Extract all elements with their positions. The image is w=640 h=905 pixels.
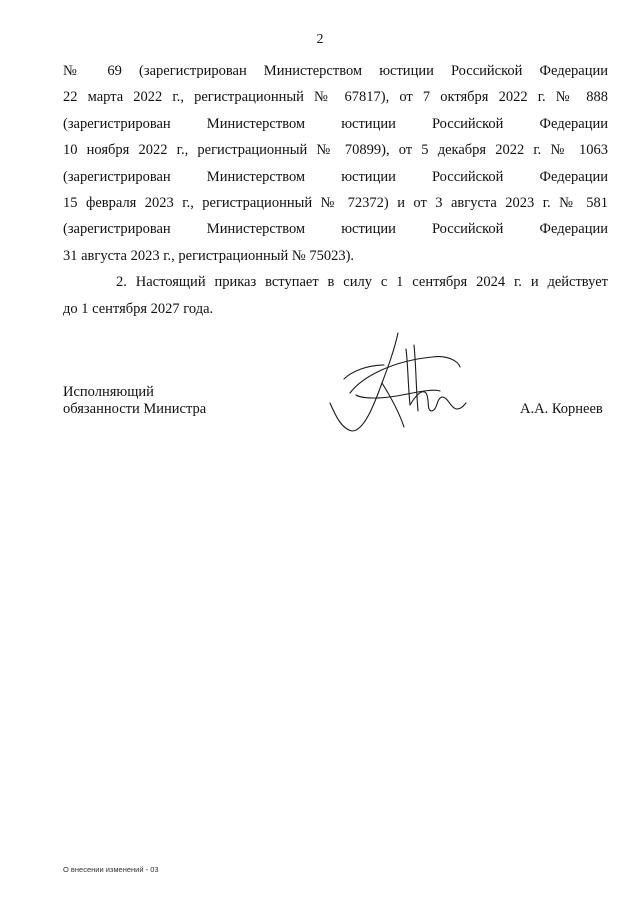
signatory-title [63,384,206,418]
signatory-title-line2: обязанности Министра [63,401,207,417]
body-line: до 1 сентября 2027 года. [63,300,214,317]
document-body [63,58,608,322]
body-line: № 69 (зарегистрирован Министерством юстиции Российской Федерации [63,63,608,79]
body-line: (зарегистрирован Министерством юстиции Российской Федерации [63,115,608,132]
page-number: 2 [316,32,324,47]
body-line: (зарегистрирован Министерством юстиции Российской Федерации [63,168,608,185]
body-line: 22 марта 2022 г., регистрационный № 67817), от 7 октября 2022 г. № 888 [63,89,608,106]
body-line: 10 ноября 2022 г., регистрационный № 70899), от 5 декабря 2022 г. № 1063 [63,142,608,159]
body-line: 15 февраля 2023 г., регистрационный № 72372) и от 3 августа 2023 г. № 581 [63,194,608,211]
handwritten-signature [322,325,472,435]
signatory-title-line1: Исполняющий [63,384,154,400]
body-line: 2. Настоящий приказ вступает в силу с 1 сентября 2024 г. и действует [116,274,608,291]
signatory-name: А.А. Корнеев [520,401,603,417]
body-line: 31 августа 2023 г., регистрационный № 75023). [63,247,355,264]
body-line: (зарегистрирован Министерством юстиции Российской Федерации [63,221,608,238]
document-footer-code: О внесении изменений - 03 [63,865,159,874]
